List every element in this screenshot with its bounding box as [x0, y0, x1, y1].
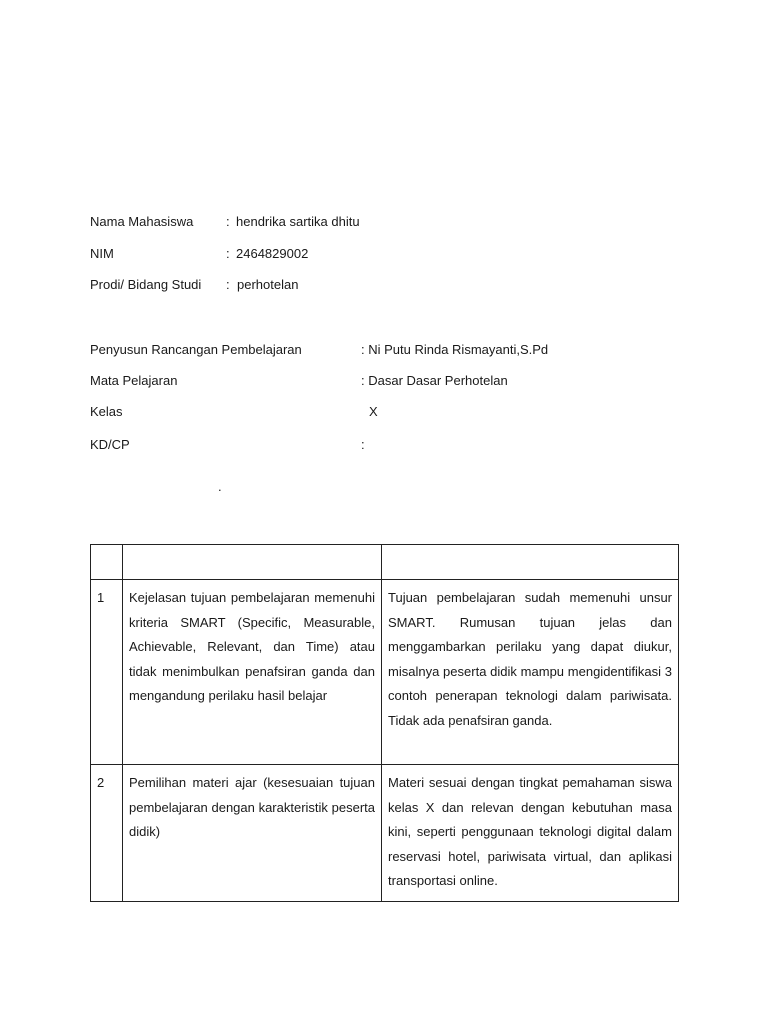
- class-label: Kelas: [90, 404, 123, 419]
- kdcp-value: :: [361, 437, 365, 452]
- table-row: [91, 580, 679, 765]
- criterion-cell: Kejelasan tujuan pembelajaran memenuhi kriteria SMART (Specific, Measurable, Achievable, Relevant, dan Time) atau tidak menimbulkan penafsiran ganda dan mengandung perilaku hasil belajar: [123, 580, 382, 765]
- table-row: [91, 765, 679, 902]
- review-table: [90, 544, 679, 902]
- prodi-label: Prodi/ Bidang Studi: [90, 277, 202, 292]
- header-cell-criterion: [123, 545, 382, 580]
- kdcp-label: KD/CP: [90, 437, 130, 452]
- assessment-cell: Materi sesuai dengan tingkat pemahaman siswa kelas X dan relevan dengan kebutuhan masa kini, seperti penggunaan teknologi digital dalam reservasi hotel, pariwisata virtual, dan aplikasi transportasi online.: [382, 765, 679, 902]
- subject-value: : Dasar Dasar Perhotelan: [361, 373, 508, 388]
- nim-value: 2464829002: [236, 246, 309, 261]
- author-value: : Ni Putu Rinda Rismayanti,S.Pd: [361, 342, 549, 357]
- header-cell-no: [91, 545, 123, 580]
- prodi-separator: :: [226, 277, 230, 292]
- nim-separator: :: [226, 246, 230, 261]
- header-cell-assessment: [382, 545, 679, 580]
- nim-label: NIM: [90, 246, 114, 261]
- stray-dot: .: [218, 479, 222, 494]
- student-name-label: Nama Mahasiswa: [90, 214, 194, 229]
- prodi-value: perhotelan: [237, 277, 299, 292]
- subject-label: Mata Pelajaran: [90, 373, 178, 388]
- row-number: 1: [91, 580, 123, 765]
- author-label: Penyusun Rancangan Pembelajaran: [90, 342, 302, 357]
- assessment-cell: Tujuan pembelajaran sudah memenuhi unsur SMART. Rumusan tujuan jelas dan menggambarkan perilaku yang dapat diukur, misalnya peserta didik mampu mengidentifikasi 3 contoh penerapan teknologi dalam pariwisata. Tidak ada penafsiran ganda.: [382, 580, 679, 765]
- student-name-separator: :: [226, 214, 230, 229]
- row-number: 2: [91, 765, 123, 902]
- class-value: X: [369, 404, 378, 419]
- student-name-value: hendrika sartika dhitu: [236, 214, 360, 229]
- table-header-row: [91, 545, 679, 580]
- criterion-cell: Pemilihan materi ajar (kesesuaian tujuan pembelajaran dengan karakteristik peserta didik): [123, 765, 382, 902]
